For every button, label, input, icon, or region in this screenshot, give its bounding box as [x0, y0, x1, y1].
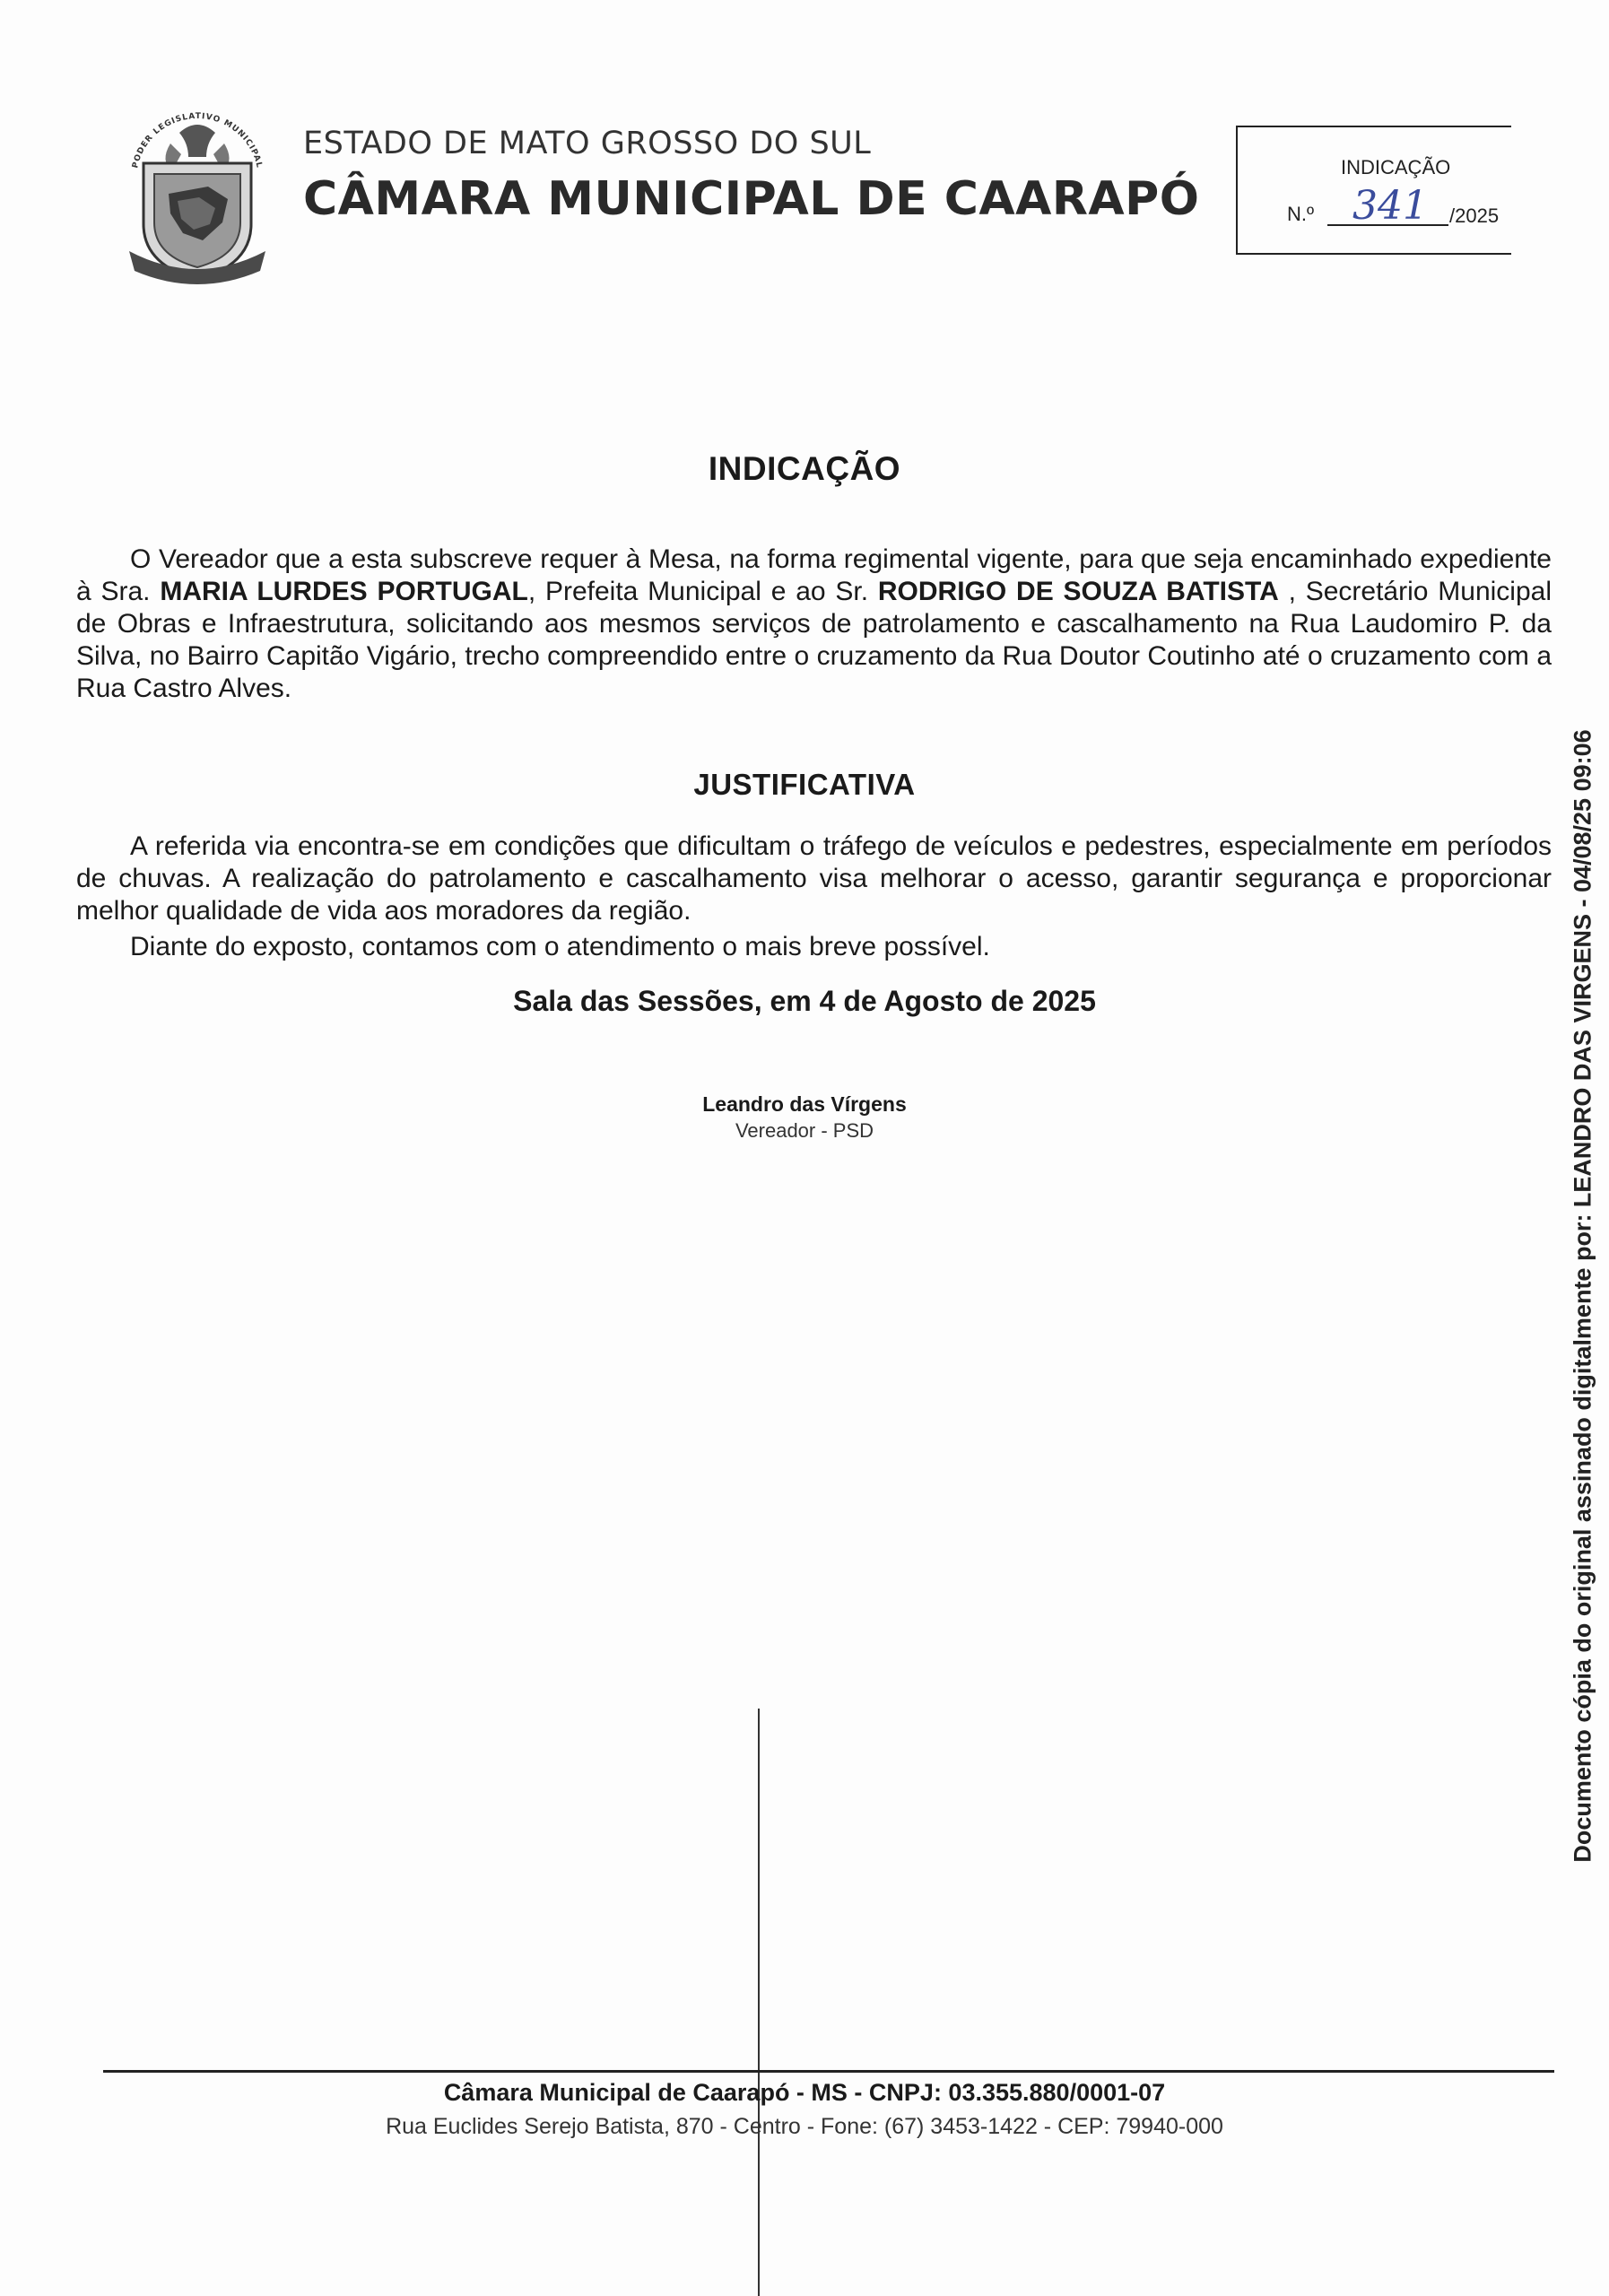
- municipal-crest-logo: [117, 108, 278, 287]
- indication-number-box: [1236, 126, 1511, 255]
- request-text: , Secretário Municipal de Obras e Infraestrutura, solicitando aos mesmos serviços de patrolamento e cascalhamento na Rua Laudomiro P. da Silva, no Bairro Capitão Vigário, trecho compreendido entre o cruzamento da Rua Doutor Coutinho até o cruzamento com a Rua Castro Alves.: [76, 577, 1552, 703]
- request-text: O Vereador que a esta subscreve requer à Mesa, na forma regimental vigente, para que seja encaminhado expediente à Sra.: [76, 544, 1552, 606]
- seal-arc-text: PODER LEGISLATIVO MUNICIPAL: [131, 111, 264, 170]
- document-title: INDICAÇÃO: [708, 450, 901, 487]
- addressee-name: MARIA LURDES PORTUGAL: [160, 577, 528, 606]
- chamber-name: CÂMARA MUNICIPAL DE CAARAPÓ: [303, 172, 1200, 226]
- justification-title: JUSTIFICATIVA: [693, 768, 916, 801]
- sessions-date-line: Sala das Sessões, em 4 de Agosto de 2025: [513, 985, 1096, 1017]
- indication-box-label: INDICAÇÃO: [1341, 156, 1451, 178]
- justification-paragraph: A referida via encontra-se em condições que dificultam o tráfego de veículos e pedestres, especialmente em períodos de chuvas. A realização do patrolamento e cascalhamento visa melhorar o acesso, garantir segurança e proporcionar melhor qualidade de vida aos moradores da região.: [76, 831, 1552, 926]
- footer-address: Rua Euclides Serejo Batista, 870 - Centro - Fone: (67) 3453-1422 - CEP: 79940-000: [386, 2114, 1223, 2139]
- indication-year: /2025: [1449, 204, 1500, 227]
- scan-fold-line: [758, 1709, 760, 2296]
- state-name: ESTADO DE MATO GROSSO DO SUL: [303, 126, 872, 161]
- footer-divider: [103, 2070, 1554, 2073]
- digital-signature-text: Documento cópia do original assinado digitalmente por: LEANDRO DAS VIRGENS - 04/08/25 09:06: [1569, 729, 1596, 1863]
- closing-paragraph: Diante do exposto, contamos com o atendimento o mais breve possível.: [130, 932, 990, 961]
- number-underline: [1327, 224, 1448, 226]
- request-paragraph: [76, 544, 1552, 705]
- indication-handwritten-number: 341: [1352, 183, 1428, 229]
- signer-role: Vereador - PSD: [735, 1119, 874, 1142]
- addressee-name: RODRIGO DE SOUZA BATISTA: [877, 577, 1279, 606]
- footer-organization: Câmara Municipal de Caarapó - MS - CNPJ: 03.355.880/0001-07: [443, 2079, 1166, 2106]
- request-text: , Prefeita Municipal e ao Sr.: [527, 577, 878, 606]
- indication-number-prefix: N.º: [1287, 203, 1315, 225]
- signer-name: Leandro das Vírgens: [702, 1092, 907, 1116]
